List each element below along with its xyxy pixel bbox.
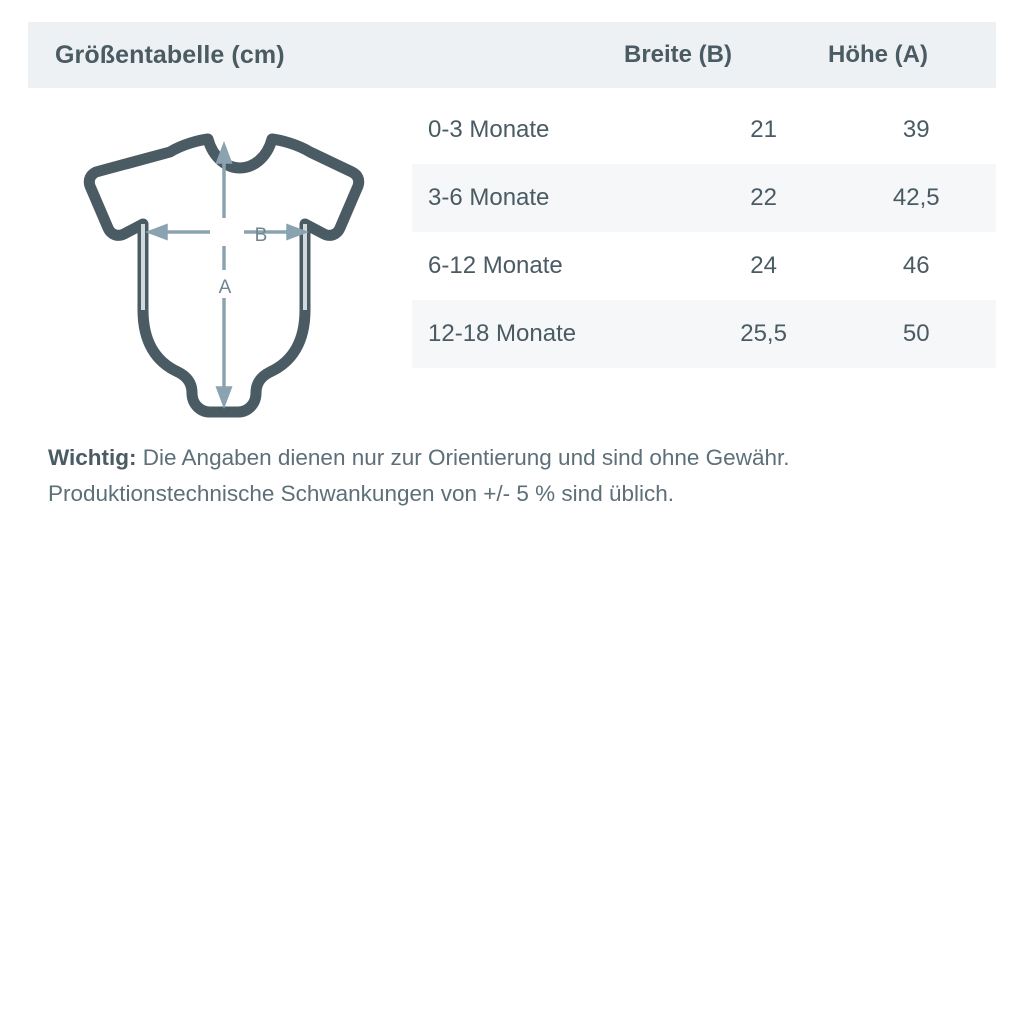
cell-height: 46	[902, 252, 930, 279]
size-table-body	[412, 96, 996, 368]
cell-width: 25,5	[740, 320, 787, 347]
column-header-width: Breite (B)	[623, 41, 732, 68]
table-row	[412, 300, 996, 368]
disclaimer-label: Wichtig:	[48, 445, 137, 470]
cell-width: 22	[750, 184, 777, 211]
cell-size: 3-6 Monate	[428, 184, 550, 211]
column-header-height: Höhe (A)	[828, 41, 928, 68]
disclaimer-line-2: Produktionstechnische Schwankungen von +/- 5 % sind üblich.	[48, 481, 675, 506]
table-row	[412, 96, 996, 164]
cell-height: 39	[902, 116, 930, 143]
measure-label-width: B	[254, 225, 268, 246]
baby-bodysuit-diagram	[60, 110, 390, 420]
cell-width: 24	[750, 252, 777, 279]
table-row	[412, 232, 996, 300]
table-header-band	[28, 22, 996, 88]
cell-height: 42,5	[892, 184, 940, 211]
disclaimer-note	[48, 440, 988, 512]
cell-size: 6-12 Monate	[428, 252, 563, 279]
size-table	[412, 96, 996, 368]
label-mask-b	[210, 218, 244, 246]
table-row	[412, 164, 996, 232]
measure-label-height: A	[218, 277, 232, 298]
disclaimer-line-1: Die Angaben dienen nur zur Orientierung und sind ohne Gewähr.	[136, 445, 790, 470]
cell-size: 0-3 Monate	[428, 116, 550, 143]
cell-width: 21	[750, 116, 777, 143]
cell-height: 50	[902, 320, 930, 347]
page-title: Größentabelle (cm)	[55, 40, 285, 69]
cell-size: 12-18 Monate	[428, 320, 577, 347]
